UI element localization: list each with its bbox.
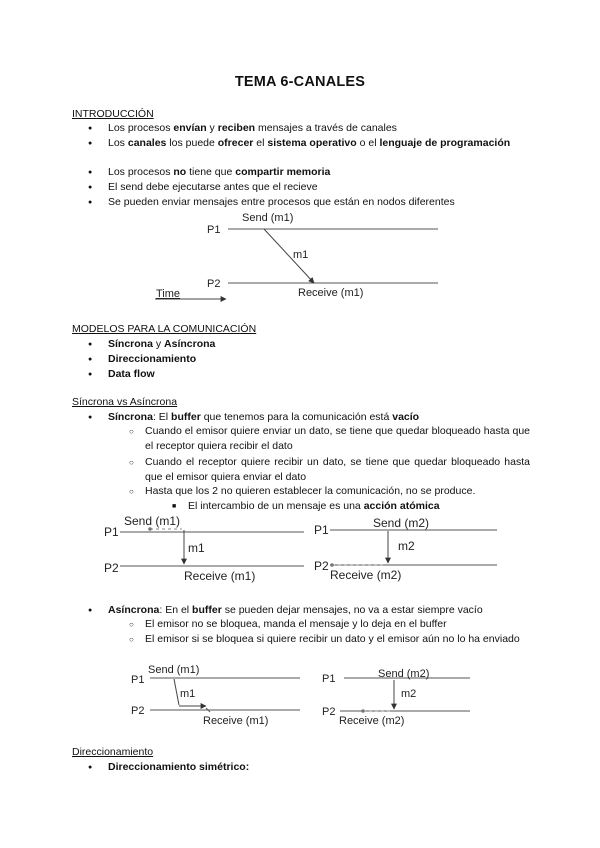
message-label: m1 xyxy=(293,249,309,261)
list-item: ● Se pueden enviar mensajes entre procesos que están en nodos diferentes xyxy=(90,195,530,209)
list-item: ● Asíncrona: En el buffer se pueden dejar mensajes, no va a estar siempre vacío xyxy=(90,603,530,617)
sub-list-item: ○ Hasta que los 2 no quieren establecer la comunicación, no se produce. xyxy=(131,484,530,499)
list-item: ● El send debe ejecutarse antes que el recieve xyxy=(90,180,530,194)
receive-point xyxy=(330,563,334,567)
send-label: Send (m1) xyxy=(148,664,200,676)
sub-list-item: ○ El emisor si se bloquea si quiere recibir un dato y el emisor aún no lo ha enviado xyxy=(131,632,530,647)
receive-point xyxy=(361,709,365,713)
message-label: m1 xyxy=(180,688,196,700)
sync-diagram-left xyxy=(104,514,304,583)
p2-label: P2 xyxy=(207,278,221,290)
list-item: ● Direccionamiento simétrico: xyxy=(90,760,530,774)
message-label: m2 xyxy=(401,688,417,700)
receive-label: Receive (m1) xyxy=(184,569,256,583)
time-label: Time xyxy=(156,288,181,300)
section-heading-sincrona-vs-asincrona: Síncrona vs Asíncrona xyxy=(72,396,178,408)
receive-label: Receive (m1) xyxy=(203,715,269,727)
async-diagram-right xyxy=(322,668,470,727)
list-item: ● Direccionamiento xyxy=(90,352,530,366)
message-arrow-down xyxy=(174,679,179,705)
sub-sub-list-item: ■ El intercambio de un mensaje es una acción atómica xyxy=(174,499,440,513)
page-title: TEMA 6-CANALES xyxy=(234,74,366,90)
list-item: ● Síncrona: El buffer que tenemos para la comunicación está vacío xyxy=(90,410,530,424)
send-label: Send (m1) xyxy=(242,212,294,224)
p1-label: P1 xyxy=(104,525,119,539)
intro-message-diagram xyxy=(155,212,438,300)
async-diagram-left xyxy=(131,664,300,727)
list-item: ● Los procesos envían y reciben mensajes a través de canales xyxy=(90,121,530,135)
p1-label: P1 xyxy=(314,523,329,537)
sub-list-item: ○ Cuando el emisor quiere enviar un dato, se tiene que quedar bloqueado hasta que el receptor quiera recibir el dato xyxy=(131,424,530,454)
sync-diagram-right xyxy=(314,516,497,582)
message-label: m1 xyxy=(188,541,205,555)
p2-label: P2 xyxy=(322,706,336,718)
list-item: ● Los procesos no tiene que compartir memoria xyxy=(90,165,530,179)
receive-label: Receive (m2) xyxy=(330,568,402,582)
sub-list-item: ○ Cuando el receptor quiere recibir un dato, se tiene que quedar bloqueado hasta que el emisor quiera enviar el dato xyxy=(131,455,530,485)
send-label: Send (m2) xyxy=(378,668,430,680)
list-item: ● Los canales los puede ofrecer el sistema operativo o el lenguaje de programación xyxy=(90,136,530,150)
send-label: Send (m1) xyxy=(124,514,181,528)
p1-label: P1 xyxy=(207,224,221,236)
send-label: Send (m2) xyxy=(373,516,430,530)
receive-label: Receive (m1) xyxy=(298,287,364,299)
p1-label: P1 xyxy=(322,673,336,685)
p2-label: P2 xyxy=(314,559,329,573)
section-heading-modelos: MODELOS PARA LA COMUNICACIÓN xyxy=(72,323,257,335)
message-label: m2 xyxy=(398,539,415,553)
list-item: ● Data flow xyxy=(90,367,530,381)
list-item: ● Síncrona y Asíncrona xyxy=(90,337,530,351)
p2-label: P2 xyxy=(131,705,145,717)
sub-list-item: ○ El emisor no se bloquea, manda el mensaje y lo deja en el buffer xyxy=(131,617,530,632)
p2-label: P2 xyxy=(104,561,119,575)
p1-label: P1 xyxy=(131,674,145,686)
section-heading-introduccion: INTRODUCCIÓN xyxy=(72,108,154,120)
receive-label: Receive (m2) xyxy=(339,715,405,727)
section-heading-direccionamiento: Direccionamiento xyxy=(72,746,154,758)
